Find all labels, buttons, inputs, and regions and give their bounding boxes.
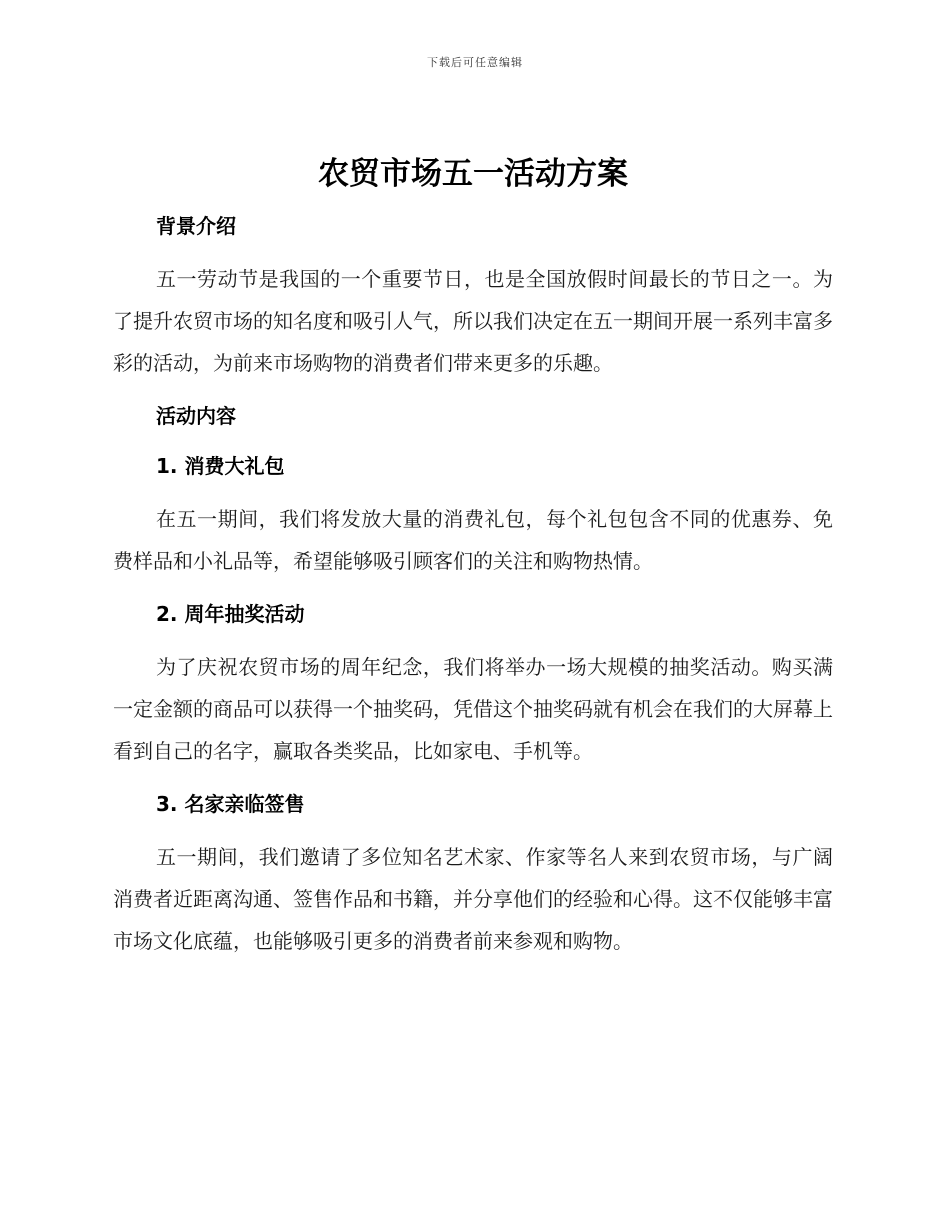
section-paragraph-lottery: 为了庆祝农贸市场的周年纪念，我们将举办一场大规模的抽奖活动。购买满一定金额的商品可以获得一个抽奖码，凭借这个抽奖码就有机会在我们的大屏幕上看到自己的名字，赢取各类奖品，比如家电、手机等。 bbox=[113, 655, 833, 763]
document-body bbox=[113, 150, 833, 962]
section-heading-signing: 3. 名家亲临签售 bbox=[156, 792, 305, 816]
section-paragraph-gift-pack: 在五一期间，我们将发放大量的消费礼包，每个礼包包含不同的优惠券、免费样品和小礼品等，希望能够吸引顾客们的关注和购物热情。 bbox=[113, 507, 833, 573]
section-heading-gift-pack: 1. 消费大礼包 bbox=[156, 454, 285, 478]
section-paragraph-signing: 五一期间，我们邀请了多位知名艺术家、作家等名人来到农贸市场，与广阔消费者近距离沟通、签售作品和书籍，并分享他们的经验和心得。这不仅能够丰富市场文化底蕴，也能够吸引更多的消费者前来参观和购物。 bbox=[113, 845, 833, 953]
section-paragraph-background: 五一劳动节是我国的一个重要节日，也是全国放假时间最长的节日之一。为了提升农贸市场的知名度和吸引人气，所以我们决定在五一期间开展一系列丰富多彩的活动，为前来市场购物的消费者们带来更多的乐趣。 bbox=[113, 267, 833, 375]
page-header-note: 下载后可任意编辑 bbox=[427, 56, 523, 69]
section-heading-activities: 活动内容 bbox=[156, 404, 236, 428]
document-title: 农贸市场五一活动方案 bbox=[318, 156, 628, 192]
section-heading-lottery: 2. 周年抽奖活动 bbox=[156, 602, 305, 626]
section-heading-background: 背景介绍 bbox=[156, 214, 236, 238]
